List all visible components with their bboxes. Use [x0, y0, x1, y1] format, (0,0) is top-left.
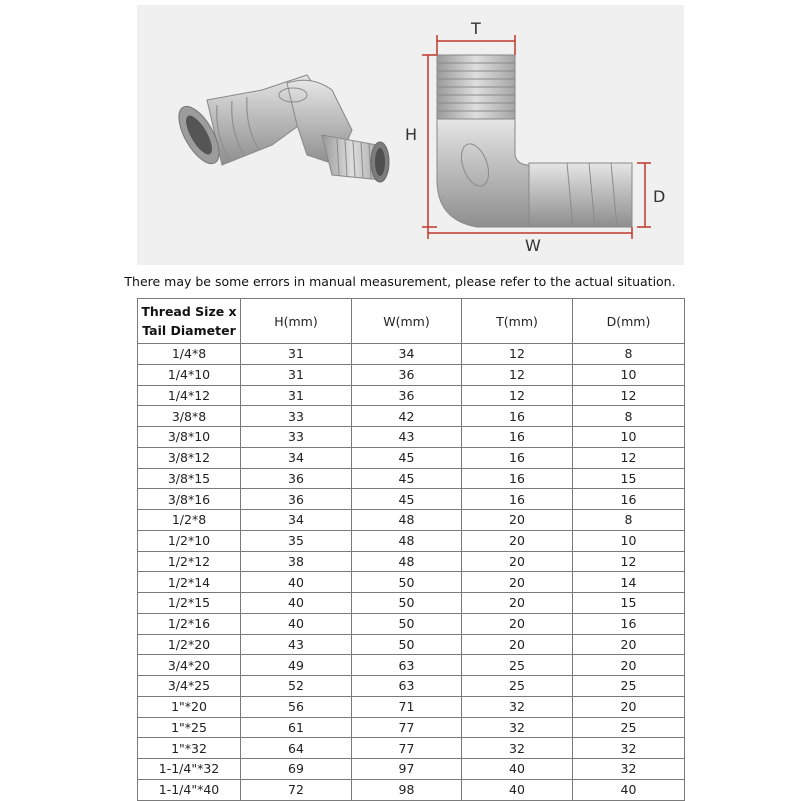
table-row — [138, 468, 685, 489]
table-row — [138, 510, 685, 531]
elbow-diagram-right — [437, 55, 632, 227]
cell-d: 20 — [573, 634, 685, 655]
table-row — [138, 489, 685, 510]
cell-d: 8 — [573, 344, 685, 365]
cell-w: 45 — [352, 468, 462, 489]
header-h: H(mm) — [241, 299, 352, 344]
cell-h: 36 — [241, 489, 352, 510]
cell-h: 33 — [241, 427, 352, 448]
cell-w: 45 — [352, 447, 462, 468]
table-row — [138, 717, 685, 738]
cell-t: 12 — [462, 364, 573, 385]
cell-t: 40 — [462, 779, 573, 800]
table-row — [138, 738, 685, 759]
cell-t: 16 — [462, 447, 573, 468]
cell-h: 61 — [241, 717, 352, 738]
cell-h: 35 — [241, 530, 352, 551]
header-w: W(mm) — [352, 299, 462, 344]
dimension-label-t: T — [471, 19, 481, 38]
cell-d: 20 — [573, 696, 685, 717]
cell-t: 20 — [462, 613, 573, 634]
cell-h: 64 — [241, 738, 352, 759]
cell-w: 45 — [352, 489, 462, 510]
table-row — [138, 593, 685, 614]
cell-d: 25 — [573, 676, 685, 697]
cell-thread-size: 1"*20 — [138, 696, 241, 717]
cell-t: 20 — [462, 634, 573, 655]
table-row — [138, 385, 685, 406]
cell-d: 10 — [573, 530, 685, 551]
cell-thread-size: 3/4*20 — [138, 655, 241, 676]
cell-h: 40 — [241, 593, 352, 614]
dimension-label-d: D — [653, 187, 666, 206]
cell-d: 12 — [573, 551, 685, 572]
cell-thread-size: 3/8*15 — [138, 468, 241, 489]
cell-h: 38 — [241, 551, 352, 572]
table-row — [138, 551, 685, 572]
cell-d: 8 — [573, 406, 685, 427]
cell-thread-size: 1/2*8 — [138, 510, 241, 531]
cell-t: 20 — [462, 572, 573, 593]
cell-h: 56 — [241, 696, 352, 717]
cell-d: 14 — [573, 572, 685, 593]
cell-h: 34 — [241, 447, 352, 468]
cell-d: 25 — [573, 717, 685, 738]
cell-t: 32 — [462, 717, 573, 738]
specification-table — [137, 298, 685, 801]
cell-d: 15 — [573, 593, 685, 614]
cell-h: 43 — [241, 634, 352, 655]
cell-thread-size: 3/8*8 — [138, 406, 241, 427]
cell-thread-size: 1"*32 — [138, 738, 241, 759]
cell-h: 40 — [241, 613, 352, 634]
cell-thread-size: 1/4*10 — [138, 364, 241, 385]
header-t: T(mm) — [462, 299, 573, 344]
cell-h: 72 — [241, 779, 352, 800]
cell-d: 16 — [573, 489, 685, 510]
cell-d: 32 — [573, 759, 685, 780]
table-row — [138, 364, 685, 385]
cell-thread-size: 1/4*12 — [138, 385, 241, 406]
table-row — [138, 344, 685, 365]
table-row — [138, 634, 685, 655]
cell-thread-size: 1/2*10 — [138, 530, 241, 551]
cell-h: 52 — [241, 676, 352, 697]
cell-d: 12 — [573, 447, 685, 468]
cell-thread-size: 3/4*25 — [138, 676, 241, 697]
cell-d: 20 — [573, 655, 685, 676]
cell-w: 34 — [352, 344, 462, 365]
cell-t: 20 — [462, 593, 573, 614]
cell-w: 50 — [352, 634, 462, 655]
header-d: D(mm) — [573, 299, 685, 344]
cell-w: 48 — [352, 510, 462, 531]
cell-thread-size: 1-1/4"*32 — [138, 759, 241, 780]
header-thread-size — [138, 299, 241, 344]
cell-h: 69 — [241, 759, 352, 780]
header-thread-size-line1: Thread Size x — [141, 304, 237, 319]
cell-w: 98 — [352, 779, 462, 800]
cell-h: 49 — [241, 655, 352, 676]
cell-t: 16 — [462, 489, 573, 510]
cell-h: 31 — [241, 364, 352, 385]
cell-t: 20 — [462, 551, 573, 572]
cell-w: 77 — [352, 717, 462, 738]
table-row — [138, 572, 685, 593]
table-row — [138, 447, 685, 468]
table-header-row — [138, 299, 685, 344]
cell-t: 16 — [462, 468, 573, 489]
cell-d: 12 — [573, 385, 685, 406]
cell-t: 16 — [462, 427, 573, 448]
cell-w: 42 — [352, 406, 462, 427]
cell-t: 12 — [462, 385, 573, 406]
cell-thread-size: 1/2*16 — [138, 613, 241, 634]
cell-d: 16 — [573, 613, 685, 634]
cell-w: 36 — [352, 364, 462, 385]
cell-w: 77 — [352, 738, 462, 759]
cell-d: 32 — [573, 738, 685, 759]
cell-thread-size: 1"*25 — [138, 717, 241, 738]
dimension-label-h: H — [405, 125, 418, 144]
cell-h: 33 — [241, 406, 352, 427]
table-row — [138, 676, 685, 697]
cell-thread-size: 3/8*10 — [138, 427, 241, 448]
cell-h: 34 — [241, 510, 352, 531]
table-row — [138, 406, 685, 427]
elbow-photo-left — [171, 75, 389, 182]
cell-t: 12 — [462, 344, 573, 365]
cell-thread-size: 1/4*8 — [138, 344, 241, 365]
dimension-label-w: W — [525, 236, 541, 255]
cell-t: 20 — [462, 530, 573, 551]
cell-w: 50 — [352, 593, 462, 614]
cell-thread-size: 1/2*14 — [138, 572, 241, 593]
cell-d: 15 — [573, 468, 685, 489]
cell-d: 40 — [573, 779, 685, 800]
cell-w: 36 — [352, 385, 462, 406]
cell-thread-size: 1/2*12 — [138, 551, 241, 572]
cell-thread-size: 1-1/4"*40 — [138, 779, 241, 800]
header-thread-size-line2: Tail Diameter — [142, 323, 236, 338]
cell-h: 31 — [241, 385, 352, 406]
cell-w: 48 — [352, 551, 462, 572]
cell-t: 16 — [462, 406, 573, 427]
table-row — [138, 759, 685, 780]
cell-t: 32 — [462, 696, 573, 717]
cell-d: 10 — [573, 364, 685, 385]
cell-w: 71 — [352, 696, 462, 717]
table-row — [138, 613, 685, 634]
cell-thread-size: 3/8*16 — [138, 489, 241, 510]
cell-thread-size: 1/2*15 — [138, 593, 241, 614]
cell-t: 25 — [462, 655, 573, 676]
cell-t: 32 — [462, 738, 573, 759]
table-row — [138, 696, 685, 717]
cell-h: 40 — [241, 572, 352, 593]
cell-thread-size: 3/8*12 — [138, 447, 241, 468]
cell-w: 50 — [352, 572, 462, 593]
cell-thread-size: 1/2*20 — [138, 634, 241, 655]
elbow-fitting-illustration — [137, 5, 684, 265]
cell-w: 48 — [352, 530, 462, 551]
product-photo-panel — [137, 5, 684, 265]
cell-d: 8 — [573, 510, 685, 531]
table-row — [138, 530, 685, 551]
cell-h: 36 — [241, 468, 352, 489]
cell-t: 25 — [462, 676, 573, 697]
cell-w: 43 — [352, 427, 462, 448]
cell-w: 63 — [352, 655, 462, 676]
cell-w: 97 — [352, 759, 462, 780]
measurement-disclaimer: There may be some errors in manual measurement, please refer to the actual situation. — [124, 274, 676, 289]
cell-d: 10 — [573, 427, 685, 448]
cell-t: 40 — [462, 759, 573, 780]
cell-t: 20 — [462, 510, 573, 531]
table-row — [138, 655, 685, 676]
cell-w: 50 — [352, 613, 462, 634]
cell-w: 63 — [352, 676, 462, 697]
table-row — [138, 427, 685, 448]
table-row — [138, 779, 685, 800]
cell-h: 31 — [241, 344, 352, 365]
